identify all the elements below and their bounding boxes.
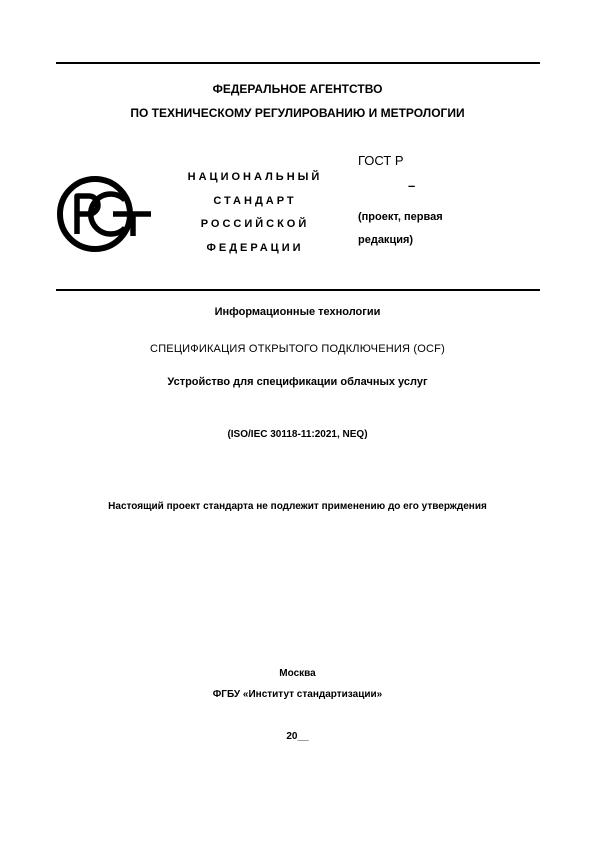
title-reference: (ISO/IEC 30118-11:2021, NEQ) [227,429,368,440]
standard-code: ГОСТ Р [358,153,404,168]
agency-line-2: ПО ТЕХНИЧЕСКОМУ РЕГУЛИРОВАНИЮ И МЕТРОЛОГИИ [130,106,465,120]
publisher-institute: ФГБУ «Институт стандартизации» [212,689,383,700]
top-rule [56,62,540,64]
title-sub: Устройство для спецификации облачных услуг [167,376,428,388]
draft-status-line-1: (проект, первая [358,211,443,223]
standard-number-dash: – [408,178,416,193]
national-standard-line-4: ФЕДЕРАЦИИ [206,242,304,254]
draft-status-line-2: редакция) [358,234,414,246]
national-standard-line-2: СТАНДАРТ [213,195,297,207]
title-main: СПЕЦИФИКАЦИЯ ОТКРЫТОГО ПОДКЛЮЧЕНИЯ (OCF) [150,343,445,355]
agency-line-1: ФЕДЕРАЛЬНОЕ АГЕНТСТВО [212,82,383,96]
publication-city: Москва [279,668,316,679]
gost-r-certification-mark-icon [55,174,155,254]
national-standard-line-3: РОССИЙСКОЙ [200,218,310,230]
draft-notice: Настоящий проект стандарта не подлежит применению до его утверждения [108,501,487,512]
title-category: Информационные технологии [214,306,381,318]
national-standard-line-1: НАЦИОНАЛЬНЫЙ [187,171,323,183]
middle-rule [56,289,540,291]
publication-year: 20__ [286,731,309,742]
